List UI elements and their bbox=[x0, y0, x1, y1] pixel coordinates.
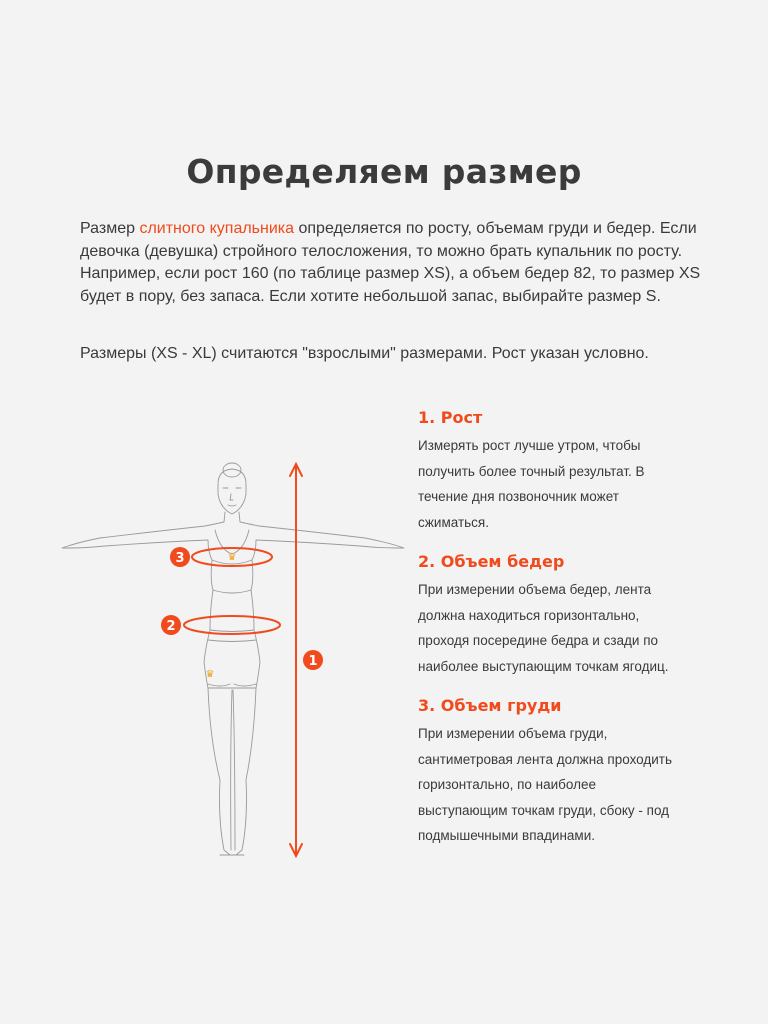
intro-paragraph bbox=[80, 218, 710, 308]
intro-text-start: Размер bbox=[80, 220, 140, 237]
measurement-steps bbox=[418, 405, 718, 863]
step-description bbox=[418, 577, 718, 679]
step-line: При измерении объема бедер, лента bbox=[418, 582, 652, 597]
step-chest bbox=[418, 693, 718, 849]
step-description bbox=[418, 433, 718, 535]
step-line: Измерять рост лучше утром, чтобы bbox=[418, 438, 641, 453]
page-title: Определяем размер bbox=[186, 152, 582, 191]
step-line: должна находиться горизонтально, bbox=[418, 607, 640, 623]
body-illustration-icon bbox=[60, 450, 410, 870]
step-title: 2. Объем бедер bbox=[418, 552, 565, 571]
step-hips bbox=[418, 549, 718, 679]
step-height bbox=[418, 405, 718, 535]
product-highlight: слитного купальника bbox=[139, 220, 295, 237]
crown-logo-icon: ♛ bbox=[227, 552, 237, 563]
marker-1-icon bbox=[303, 650, 323, 670]
svg-text:3: 3 bbox=[175, 551, 185, 566]
step-line: При измерении объема груди, bbox=[418, 726, 608, 741]
step-line: горизонтально, по наиболее bbox=[418, 777, 597, 792]
step-line: сжиматься. bbox=[418, 514, 489, 530]
marker-3-icon bbox=[170, 547, 190, 567]
step-line: получить более точный результат. В bbox=[418, 463, 645, 479]
step-line: проходя посередине бедра и сзади по bbox=[418, 633, 659, 648]
intro-text-rest: определяется по росту, объемам груди и бедер. Если девочка (девушка) стройного телосложения, то можно брать купальник по росту. Например, если рост 160 (по таблице размер XS), а объем бедер 82, то размер XS будет в пору, без запаса. Если хотите небольшой запас, выбирайте размер S. bbox=[80, 220, 701, 305]
height-arrow-icon bbox=[290, 464, 302, 856]
marker-2-icon bbox=[161, 615, 181, 635]
step-line: сантиметровая лента должна проходить bbox=[418, 751, 673, 767]
step-line: наиболее выступающим точкам ягодиц. bbox=[418, 658, 669, 674]
measurement-figure bbox=[60, 450, 410, 870]
size-note: Размеры (XS - XL) считаются "взрослыми" размерами. Рост указан условно. bbox=[80, 345, 649, 362]
step-description bbox=[418, 721, 718, 849]
svg-text:1: 1 bbox=[308, 654, 318, 669]
step-line: подмышечными впадинами. bbox=[418, 828, 595, 843]
crown-logo-icon: ♛ bbox=[205, 669, 215, 680]
step-title: 3. Объем груди bbox=[418, 696, 562, 715]
svg-text:2: 2 bbox=[166, 619, 176, 634]
step-title: 1. Рост bbox=[418, 408, 483, 427]
step-line: выступающим точкам груди, сбоку - под bbox=[418, 802, 670, 818]
step-line: течение дня позвоночник может bbox=[418, 489, 619, 504]
